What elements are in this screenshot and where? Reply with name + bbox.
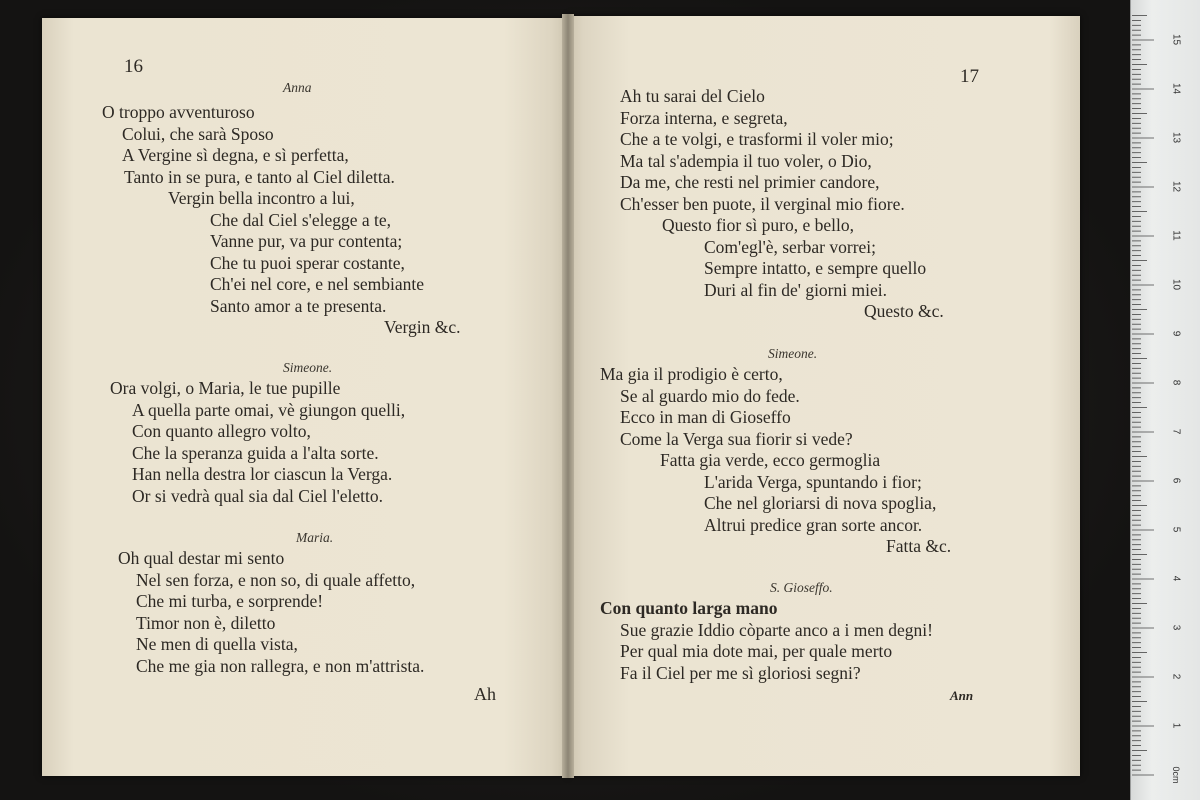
ruler-label: 2 xyxy=(1170,673,1182,680)
verse-line: Ora volgi, o Maria, le tue pupille xyxy=(110,378,341,398)
left-page-number: 16 xyxy=(124,56,143,77)
ruler-label: 1 xyxy=(1170,722,1182,729)
verse-line: Or si vedrà qual sia dal Ciel l'eletto. xyxy=(132,485,383,506)
verse-line: Han nella destra lor ciascun la Verga. xyxy=(132,464,393,484)
verse-line: Che me gia non rallegra, e non m'attrista. xyxy=(136,655,425,676)
verse-line: Forza interna, e segreta, xyxy=(620,107,788,128)
left-verse-block-1 xyxy=(102,102,460,339)
verse-line: Che dal Ciel s'elegge a te, xyxy=(210,209,392,230)
right-verse-block-2 xyxy=(600,364,951,558)
ruler-label: 13 xyxy=(1170,131,1182,144)
left-verse-block-2 xyxy=(110,378,405,507)
left-speaker-maria: Maria. xyxy=(296,530,334,545)
verse-line: Come la Verga sua fiorir si vede? xyxy=(620,428,853,449)
ruler-label: 10 xyxy=(1170,278,1182,291)
verse-line: Con quanto larga mano xyxy=(600,598,778,618)
ruler-label: 3 xyxy=(1170,624,1182,631)
verse-line: Da me, che resti nel primier candore, xyxy=(620,172,880,192)
verse-refrain: Questo &c. xyxy=(864,301,944,321)
verse-line: Ma gia il prodigio è certo, xyxy=(600,364,783,384)
verse-line: Oh qual destar mi sento xyxy=(118,548,285,568)
verse-line: Colui, che sarà Sposo xyxy=(122,123,274,144)
ruler-ticks xyxy=(1130,0,1200,800)
right-speaker-gioseffo: S. Gioseffo. xyxy=(770,580,833,595)
left-verse-block-3 xyxy=(118,548,424,677)
ruler-label: 5 xyxy=(1170,526,1182,533)
verse-line: Ma tal s'adempia il tuo voler, o Dio, xyxy=(620,150,872,171)
verse-line: Ah tu sarai del Cielo xyxy=(620,86,765,106)
verse-line: Per qual mia dote mai, per quale merto xyxy=(620,641,893,661)
verse-line: Sempre intatto, e sempre quello xyxy=(704,258,927,278)
verse-line: A quella parte omai, vè giungon quelli, xyxy=(132,399,406,420)
verse-line: A Vergine sì degna, e sì perfetta, xyxy=(122,145,349,165)
verse-line: Nel sen forza, e non so, di quale affetto, xyxy=(136,569,416,590)
verse-line: Duri al fin de' giorni miei. xyxy=(704,279,887,300)
ruler-label: 11 xyxy=(1170,230,1182,241)
ruler-label: 12 xyxy=(1170,180,1182,193)
verse-line: Vanne pur, va pur contenta; xyxy=(210,231,403,251)
right-page-number: 17 xyxy=(960,66,979,87)
verse-line: Fatta gia verde, ecco germoglia xyxy=(660,450,881,470)
verse-line: L'arida Verga, spuntando i fior; xyxy=(704,471,922,492)
verse-line: Ch'esser ben puote, il verginal mio fiore. xyxy=(620,193,905,214)
verse-line: Ecco in man di Gioseffo xyxy=(620,407,791,427)
verse-line: Con quanto allegro volto, xyxy=(132,421,311,441)
book-gutter xyxy=(562,14,574,778)
verse-line: Che nel gloriarsi di nova spoglia, xyxy=(704,493,937,513)
verse-line: Che la speranza guida a l'alta sorte. xyxy=(132,442,379,463)
verse-line: Ch'ei nel core, e nel sembiante xyxy=(210,274,425,294)
verse-line: Com'egl'è, serbar vorrei; xyxy=(704,236,877,257)
verse-line: Questo fior sì puro, e bello, xyxy=(662,215,854,235)
verse-line: Altrui predice gran sorte ancor. xyxy=(704,514,923,535)
ruler-label: 4 xyxy=(1170,575,1182,582)
ruler-unit-label: 0cm xyxy=(1171,766,1181,784)
ruler-label: 14 xyxy=(1170,82,1182,95)
ruler-label: 8 xyxy=(1170,379,1182,386)
right-catchword: Ann xyxy=(950,688,974,703)
ruler-label: 6 xyxy=(1170,477,1182,484)
ruler-label: 7 xyxy=(1170,428,1182,435)
verse-line: Tanto in se pura, e tanto al Ciel diletta. xyxy=(124,166,395,187)
left-speaker-simeone: Simeone. xyxy=(283,360,333,375)
verse-line: Ne men di quella vista, xyxy=(136,634,298,654)
verse-line: Timor non è, diletto xyxy=(136,612,276,633)
right-verse-block-1 xyxy=(620,86,944,323)
verse-line: Che a te volgi, e trasformi il voler mio; xyxy=(620,129,894,149)
verse-line: Santo amor a te presenta. xyxy=(210,295,387,316)
left-speaker-anna: Anna xyxy=(283,80,312,95)
verse-line: Fa il Ciel per me sì gloriosi segni? xyxy=(620,662,861,683)
left-catchword: Ah xyxy=(474,684,496,704)
verse-line: Se al guardo mio do fede. xyxy=(620,385,800,406)
ruler-label: 9 xyxy=(1170,330,1182,337)
ruler-label: 15 xyxy=(1170,33,1182,46)
verse-line: Sue grazie Iddio còparte anco a i men degni! xyxy=(620,619,933,640)
verse-refrain: Fatta &c. xyxy=(886,536,952,556)
verse-line: Che tu puoi sperar costante, xyxy=(210,252,405,273)
right-verse-block-3 xyxy=(600,598,933,684)
verse-line: Che mi turba, e sorprende! xyxy=(136,591,324,611)
verse-line: O troppo avventuroso xyxy=(102,102,255,122)
verse-line: Vergin bella incontro a lui, xyxy=(168,188,355,208)
verse-refrain: Vergin &c. xyxy=(384,317,461,337)
right-speaker-simeone: Simeone. xyxy=(768,346,818,361)
